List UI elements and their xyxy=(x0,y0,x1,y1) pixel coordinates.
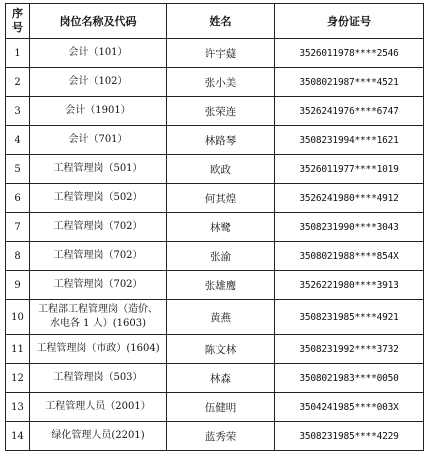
table-row xyxy=(6,97,424,126)
cell-id-number: 3508231985****4921 xyxy=(275,300,424,335)
cell-name: 张荣连 xyxy=(167,97,275,126)
header-id-number: 身份证号 xyxy=(275,4,424,39)
cell-seq: 14 xyxy=(6,422,30,451)
cell-name: 伍健明 xyxy=(167,393,275,422)
table-row xyxy=(6,39,424,68)
cell-seq: 10 xyxy=(6,300,30,335)
table-row xyxy=(6,155,424,184)
cell-id-number: 3508021988****854X xyxy=(275,242,424,271)
cell-id-number: 3526221980****3913 xyxy=(275,271,424,300)
table-row xyxy=(6,213,424,242)
cell-seq: 12 xyxy=(6,364,30,393)
cell-position: 工程管理岗（702） xyxy=(30,213,167,242)
cell-position: 工程管理岗（503） xyxy=(30,364,167,393)
cell-name: 张小美 xyxy=(167,68,275,97)
cell-name: 林鹭 xyxy=(167,213,275,242)
cell-id-number: 3504241985****003X xyxy=(275,393,424,422)
candidate-table xyxy=(5,3,424,451)
cell-id-number: 3526241976****6747 xyxy=(275,97,424,126)
header-seq-line2: 号 xyxy=(12,21,23,34)
cell-id-number: 3526011978****2546 xyxy=(275,39,424,68)
cell-id-number: 3508021987****4521 xyxy=(275,68,424,97)
table-row xyxy=(6,184,424,213)
table-row xyxy=(6,68,424,97)
cell-seq: 9 xyxy=(6,271,30,300)
cell-name: 张渝 xyxy=(167,242,275,271)
cell-name: 欧政 xyxy=(167,155,275,184)
cell-position: 会计（101） xyxy=(30,39,167,68)
cell-position: 会计（102） xyxy=(30,68,167,97)
cell-seq: 2 xyxy=(6,68,30,97)
cell-position-line2: 水电各 1 人）(1603) xyxy=(50,318,146,329)
cell-id-number: 3508231992****3732 xyxy=(275,335,424,364)
cell-id-number: 3526011977****1019 xyxy=(275,155,424,184)
header-name: 姓名 xyxy=(167,4,275,39)
table-row xyxy=(6,393,424,422)
cell-name: 陈文林 xyxy=(167,335,275,364)
cell-seq: 4 xyxy=(6,126,30,155)
cell-position: 绿化管理人员(2201) xyxy=(30,422,167,451)
cell-position: 工程管理岗（市政）(1604) xyxy=(30,335,167,364)
cell-seq: 8 xyxy=(6,242,30,271)
cell-position: 工程管理岗（702） xyxy=(30,271,167,300)
table-row xyxy=(6,242,424,271)
header-position: 岗位名称及代码 xyxy=(30,4,167,39)
cell-seq: 11 xyxy=(6,335,30,364)
cell-seq: 1 xyxy=(6,39,30,68)
header-seq xyxy=(6,4,30,39)
cell-name: 林路琴 xyxy=(167,126,275,155)
cell-id-number: 3508231985****4229 xyxy=(275,422,424,451)
table-header-row xyxy=(6,4,424,39)
table-row xyxy=(6,422,424,451)
cell-position: 会计（1901） xyxy=(30,97,167,126)
cell-name: 林森 xyxy=(167,364,275,393)
cell-name: 许宇薿 xyxy=(167,39,275,68)
cell-id-number: 3508231994****1621 xyxy=(275,126,424,155)
cell-position-line1: 工程部工程管理岗（造价、 xyxy=(38,304,158,315)
cell-name: 张雄鹰 xyxy=(167,271,275,300)
cell-position: 工程管理人员（2001） xyxy=(30,393,167,422)
cell-position: 工程管理岗（702） xyxy=(30,242,167,271)
cell-id-number: 3526241980****4912 xyxy=(275,184,424,213)
cell-name: 何其煌 xyxy=(167,184,275,213)
cell-seq: 6 xyxy=(6,184,30,213)
table-row xyxy=(6,271,424,300)
cell-name: 蓝秀荣 xyxy=(167,422,275,451)
table-row xyxy=(6,126,424,155)
table-row xyxy=(6,300,424,335)
cell-position: 会计（701） xyxy=(30,126,167,155)
cell-seq: 7 xyxy=(6,213,30,242)
cell-name: 黄燕 xyxy=(167,300,275,335)
cell-position xyxy=(30,300,167,335)
header-seq-line1: 序 xyxy=(12,7,23,20)
cell-position: 工程管理岗（502） xyxy=(30,184,167,213)
table-row xyxy=(6,364,424,393)
cell-id-number: 3508021983****0050 xyxy=(275,364,424,393)
table-row xyxy=(6,335,424,364)
cell-position: 工程管理岗（501） xyxy=(30,155,167,184)
cell-seq: 3 xyxy=(6,97,30,126)
cell-id-number: 3508231990****3043 xyxy=(275,213,424,242)
cell-seq: 13 xyxy=(6,393,30,422)
cell-seq: 5 xyxy=(6,155,30,184)
